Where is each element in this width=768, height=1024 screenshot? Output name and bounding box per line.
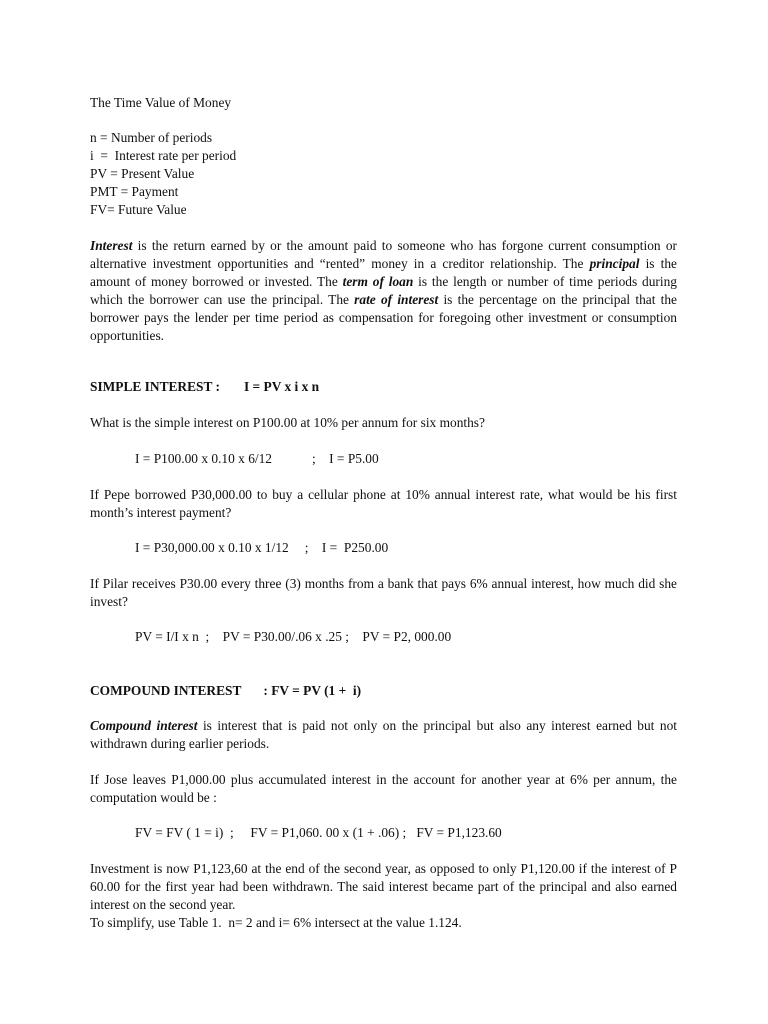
definition-n: n = Number of periods: [90, 130, 213, 145]
compound-answer-1: FV = FV ( 1 = i) ; FV = P1,060. 00 x (1 + .06) ; FV = P1,123.60: [135, 825, 502, 840]
definition-i: i = Interest rate per period: [90, 148, 237, 163]
term-of-loan: term of loan: [342, 274, 414, 289]
simple-question-1: What is the simple interest on P100.00 at 10% per annum for six months?: [90, 415, 485, 430]
term-compound-interest: Compound interest: [90, 718, 198, 733]
definition-pv: PV = Present Value: [90, 166, 195, 181]
term-rate-of-interest: rate of interest: [354, 292, 439, 307]
term-interest: Interest: [90, 238, 133, 253]
document-title: The Time Value of Money: [90, 95, 232, 110]
compound-interest-definition: Compound interest is interest that is paid not only on the principal but also any interest earned but not withdrawn during earlier periods.: [90, 718, 677, 751]
simple-answer-3: PV = I/I x n ; PV = P30.00/.06 x .25 ; PV = P2, 000.00: [135, 629, 452, 644]
simple-interest-formula: I = PV x i x n: [243, 379, 320, 394]
compound-explanation: Investment is now P1,123,60 at the end of the second year, as opposed to only P1,120.00 if the interest of P 60.00 for the first year had been withdrawn. The said interest became part of the principal and also earned interest on the second year.: [90, 861, 677, 912]
compound-interest-formula: : FV = PV (1 + i): [263, 683, 362, 698]
simple-interest-heading: SIMPLE INTEREST : I = PV x i x n: [90, 379, 320, 394]
definition-fv: FV= Future Value: [90, 202, 187, 217]
simple-question-2: If Pepe borrowed P30,000.00 to buy a cellular phone at 10% annual interest rate, what would be his first month’s interest payment?: [90, 487, 677, 520]
simple-question-3: If Pilar receives P30.00 every three (3) months from a bank that pays 6% annual interest, how much did she invest?: [90, 576, 677, 609]
compound-table-note: To simplify, use Table 1. n= 2 and i= 6% intersect at the value 1.124.: [90, 915, 462, 930]
simple-answer-2: I = P30,000.00 x 0.10 x 1/12 ; I = P250.00: [135, 540, 389, 555]
term-principal: principal: [589, 256, 640, 271]
interest-intro-paragraph: Interest is the return earned by or the amount paid to someone who has forgone current consumption or alternative investment opportunities and “rented” money in a creditor relationship. The principal is the amount of money borrowed or invested. The term of loan is the length or number of time periods during which the borrower can use the principal. The rate of interest is the percentage on the principal that the borrower pays the lender per time period as compensation for foregoing other investment or consumption opportunities.: [90, 238, 678, 343]
compound-interest-heading: COMPOUND INTEREST : FV = PV (1 + i): [90, 683, 362, 698]
compound-question-1: If Jose leaves P1,000.00 plus accumulated interest in the account for another year at 6% per annum, the computation would be :: [90, 772, 677, 805]
simple-answer-1: I = P100.00 x 0.10 x 6/12 ; I = P5.00: [135, 451, 379, 466]
definition-pmt: PMT = Payment: [90, 184, 179, 199]
